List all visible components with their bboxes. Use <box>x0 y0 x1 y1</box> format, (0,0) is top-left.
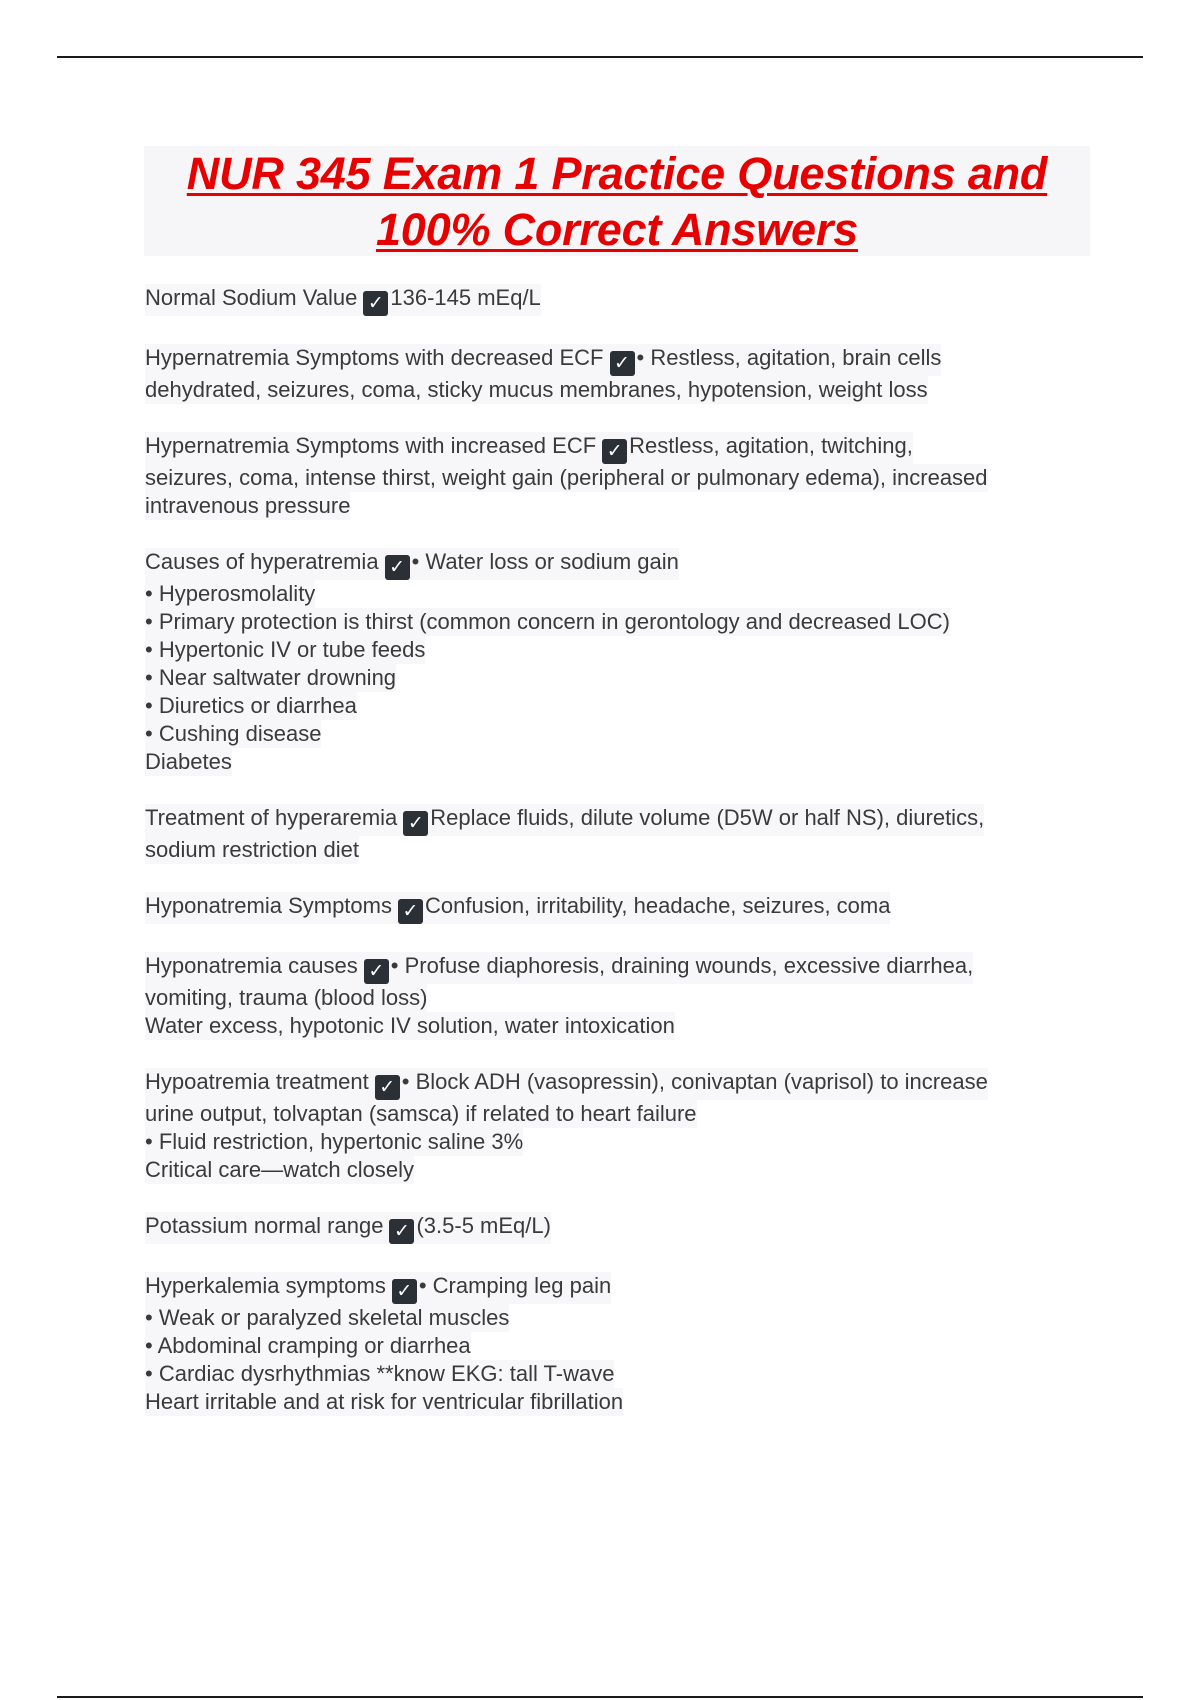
answer-line: • Near saltwater drowning <box>145 665 397 690</box>
title-line-2: 100% Correct Answers <box>375 204 859 255</box>
qa-item <box>145 432 1085 520</box>
answer-line: • Cardiac dysrhythmias **know EKG: tall T-wave <box>145 1361 615 1386</box>
qa-first-line <box>145 432 913 464</box>
qa-first-line <box>145 344 941 376</box>
check-mark-icon: ✓ <box>392 1279 417 1304</box>
answer-line: Critical care—watch closely <box>145 1157 414 1182</box>
qa-item <box>145 1068 1085 1184</box>
answer-text: (3.5-5 mEq/L) <box>416 1213 551 1238</box>
document-title <box>144 146 1090 256</box>
qa-first-line <box>145 548 679 580</box>
answer-line: intravenous pressure <box>145 493 351 518</box>
question-term: Hyponatremia Symptoms <box>145 893 392 918</box>
title-line-1: NUR 345 Exam 1 Practice Questions and <box>186 148 1048 199</box>
bottom-rule <box>57 1696 1143 1698</box>
answer-line: vomiting, trauma (blood loss) <box>145 985 428 1010</box>
answer-text: • Cramping leg pain <box>418 1273 612 1298</box>
question-term: Hypernatremia Symptoms with increased ECF <box>145 433 597 458</box>
question-term: Hypoatremia treatment <box>145 1069 369 1094</box>
qa-first-line <box>145 1068 988 1100</box>
answer-text: Replace fluids, dilute volume (D5W or half NS), diuretics, <box>430 805 985 830</box>
question-term: Treatment of hyperaremia <box>145 805 398 830</box>
check-mark-icon: ✓ <box>403 811 428 836</box>
top-rule <box>57 56 1143 58</box>
question-term: Causes of hyperatremia <box>145 549 379 574</box>
answer-line: seizures, coma, intense thirst, weight gain (peripheral or pulmonary edema), increased <box>145 465 988 490</box>
answer-text: Restless, agitation, twitching, <box>629 433 913 458</box>
answer-line: • Primary protection is thirst (common concern in gerontology and decreased LOC) <box>145 609 950 634</box>
answer-line: Heart irritable and at risk for ventricular fibrillation <box>145 1389 624 1414</box>
answer-line: • Weak or paralyzed skeletal muscles <box>145 1305 510 1330</box>
question-term: Potassium normal range <box>145 1213 384 1238</box>
qa-first-line <box>145 1272 611 1304</box>
answer-line: • Abdominal cramping or diarrhea <box>145 1333 471 1358</box>
answer-text: • Restless, agitation, brain cells <box>636 345 942 370</box>
answer-text: • Water loss or sodium gain <box>411 549 679 574</box>
answer-line: sodium restriction diet <box>145 837 359 862</box>
qa-first-line <box>145 804 984 836</box>
qa-item <box>145 284 1085 316</box>
check-mark-icon: ✓ <box>602 439 627 464</box>
check-mark-icon: ✓ <box>364 959 389 984</box>
question-term: Hypernatremia Symptoms with decreased ECF <box>145 345 604 370</box>
answer-text: Confusion, irritability, headache, seizures, coma <box>424 893 891 918</box>
qa-list <box>145 284 1085 1444</box>
question-term: Hyponatremia causes <box>145 953 358 978</box>
qa-first-line <box>145 1212 551 1244</box>
question-term: Normal Sodium Value <box>145 285 358 310</box>
check-mark-icon: ✓ <box>385 555 410 580</box>
qa-item <box>145 952 1085 1040</box>
answer-text: • Block ADH (vasopressin), conivaptan (vaprisol) to increase <box>401 1069 988 1094</box>
answer-line: urine output, tolvaptan (samsca) if related to heart failure <box>145 1101 697 1126</box>
answer-line: • Hypertonic IV or tube feeds <box>145 637 426 662</box>
answer-text: 136-145 mEq/L <box>390 285 541 310</box>
qa-item <box>145 892 1085 924</box>
qa-item <box>145 1272 1085 1416</box>
answer-line: • Cushing disease <box>145 721 322 746</box>
answer-line: • Hyperosmolality <box>145 581 316 606</box>
check-mark-icon: ✓ <box>389 1219 414 1244</box>
check-mark-icon: ✓ <box>610 351 635 376</box>
answer-line: Water excess, hypotonic IV solution, water intoxication <box>145 1013 675 1038</box>
answer-line: • Diuretics or diarrhea <box>145 693 357 718</box>
check-mark-icon: ✓ <box>398 899 423 924</box>
qa-first-line <box>145 952 973 984</box>
qa-item <box>145 344 1085 404</box>
answer-line: Diabetes <box>145 749 232 774</box>
question-term: Hyperkalemia symptoms <box>145 1273 386 1298</box>
answer-line: dehydrated, seizures, coma, sticky mucus membranes, hypotension, weight loss <box>145 377 928 402</box>
check-mark-icon: ✓ <box>375 1075 400 1100</box>
answer-line: • Fluid restriction, hypertonic saline 3% <box>145 1129 524 1154</box>
qa-item <box>145 1212 1085 1244</box>
qa-first-line <box>145 892 890 924</box>
qa-item <box>145 548 1085 776</box>
qa-item <box>145 804 1085 864</box>
qa-first-line <box>145 284 541 316</box>
check-mark-icon: ✓ <box>363 291 388 316</box>
answer-text: • Profuse diaphoresis, draining wounds, excessive diarrhea, <box>390 953 974 978</box>
